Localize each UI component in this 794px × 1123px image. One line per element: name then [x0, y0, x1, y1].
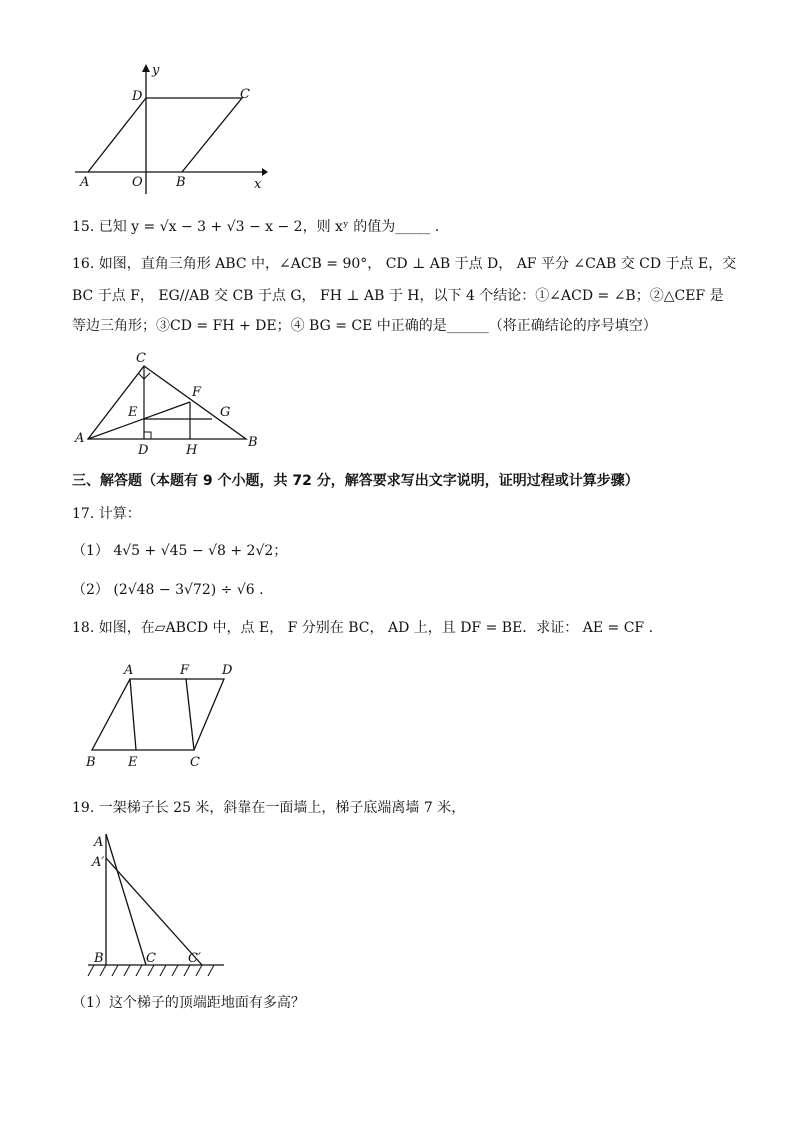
label-B: B	[248, 435, 258, 450]
label-C-prime: C′	[188, 951, 201, 966]
label-B: B	[176, 175, 186, 190]
label-G: G	[220, 405, 231, 420]
label-A: A	[75, 431, 85, 446]
question-19-part-1: （1）这个梯子的顶端距地面有多高？	[72, 995, 305, 1011]
label-x: x	[254, 177, 262, 192]
label-C: C	[240, 87, 250, 102]
question-16-line-1: 16. 如图，直角三角形 ABC 中，∠ACB = 90°， CD ⊥ AB 于点 D， AF 平分 ∠CAB 交 CD 于点 E，交	[72, 256, 737, 272]
label-B: B	[94, 951, 104, 966]
question-17-part-1: （1） 4√5 + √45 − √8 + 2√2；	[72, 543, 288, 559]
section-3-heading: 三、解答题（本题有 9 个小题，共 72 分，解答要求写出文字说明，证明过程或计算步骤）	[72, 473, 639, 489]
label-D: D	[138, 443, 149, 458]
question-18: 18. 如图，在▱ABCD 中，点 E， F 分别在 BC， AD 上，且 DF = BE．求证： AE = CF .	[72, 620, 654, 636]
question-17-title: 17. 计算：	[72, 506, 141, 522]
label-O: O	[132, 175, 143, 190]
parallelogram-figure	[80, 660, 250, 772]
question-16-line-2: BC 于点 F， EG//AB 交 CB 于点 G， FH ⊥ AB 于 H，以下 4 个结论：①∠ACD = ∠B；②△CEF 是	[72, 288, 724, 304]
label-D: D	[132, 89, 143, 104]
label-A-prime: A′	[92, 855, 105, 870]
label-D: D	[222, 663, 233, 678]
label-B: B	[86, 755, 96, 770]
label-y: y	[152, 63, 160, 78]
coordinate-figure	[70, 58, 270, 198]
label-A: A	[94, 835, 104, 850]
label-C: C	[146, 951, 156, 966]
question-19: 19. 一架梯子长 25 米，斜靠在一面墙上，梯子底端离墙 7 米，	[72, 800, 466, 816]
label-C: C	[190, 755, 200, 770]
label-A: A	[124, 663, 134, 678]
label-E: E	[128, 405, 138, 420]
label-H: H	[186, 443, 198, 458]
label-C: C	[136, 351, 146, 366]
question-17-part-2: （2） (2√48 − 3√72) ÷ √6 .	[72, 582, 264, 598]
triangle-figure	[70, 348, 270, 458]
label-F: F	[192, 385, 202, 400]
label-F: F	[180, 663, 190, 678]
question-16-line-3: 等边三角形；③CD = FH + DE；④ BG = CE 中正确的是______（将正确结论的序号填空）	[72, 318, 657, 334]
label-E: E	[128, 755, 138, 770]
question-15: 15. 已知 y = √x − 3 + √3 − x − 2，则 xʸ 的值为_____ .	[72, 219, 440, 235]
label-A: A	[80, 175, 90, 190]
ladder-figure	[84, 826, 234, 980]
